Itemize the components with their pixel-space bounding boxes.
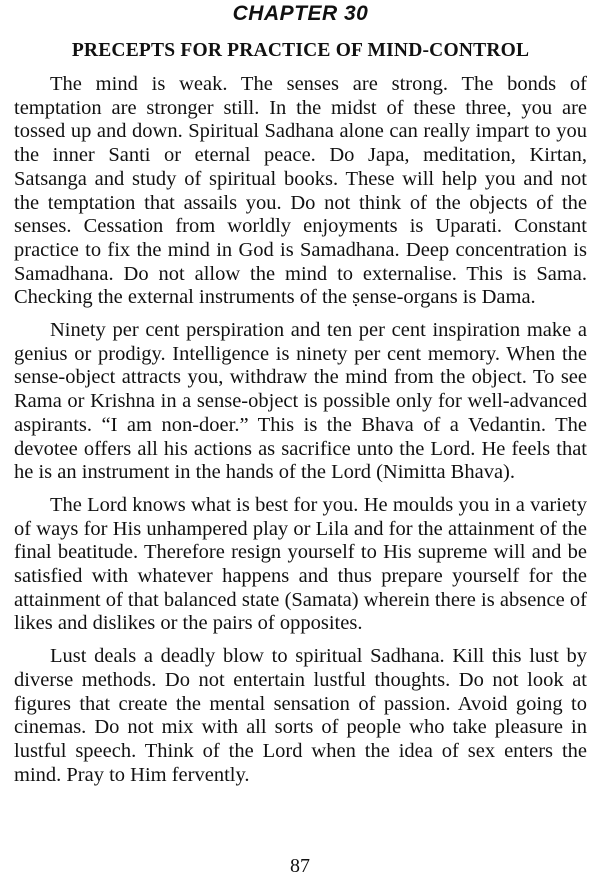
section-title: PRECEPTS FOR PRACTICE OF MIND-CONTROL [71,40,530,61]
paragraph-2: Ninety per cent perspiration and ten per cent inspiration make a genius or prodigy. Intelligence is ninety per cent memory. When the sense-object attracts you, withdraw the mind from the object. To see Rama or Krishna in a sense-object is possible only for well-advanced aspirants. “I am non-doer.” This is the Bhava of a Vedantin. The devotee offers all his actions as sacrifice unto the Lord. He feels that he is an instrument in the hands of the Lord (Nimitta Bhava). [14,319,587,484]
paragraph-4: Lust deals a deadly blow to spiritual Sadhana. Kill this lust by diverse methods. Do not entertain lustful thoughts. Do not look at figures that create the mental sensation of passion. Avoid going to cinemas. Do not mix with all sorts of people who take pleasure in lustful speech. Think of the Lord when the idea of sex enters the mind. Pray to Him fervently. [14,645,587,786]
paragraph-1: The mind is weak. The senses are strong. The bonds of temptation are stronger still. In the midst of these three, you are tossed up and down. Spiritual Sadhana alone can really impart to you the inner Santi or eternal peace. Do Japa, meditation, Kirtan, Satsanga and study of spiritual books. These will help you and not the temptation that assails you. Do not think of the objects of the senses. Cessation from worldly enjoyments is Uparati. Constant practice to fix the mind in God is Samadhana. Deep concentration is Samadhana. Do not allow the mind to externalise. This is Sama. Checking the external instruments of the ṣense-organs is Dama. [14,73,587,309]
chapter-heading: CHAPTER 30 [232,2,369,25]
page-number: 87 [290,855,310,877]
paragraph-3: The Lord knows what is best for you. He moulds you in a variety of ways for His unhampered play or Lila and for the attainment of the final beatitude. Therefore resign yourself to His supreme will and be satisfied with whatever happens and thus prepare yourself for the attainment of that balanced state (Samata) wherein there is absence of likes and dislikes or the pairs of opposites. [14,493,587,635]
